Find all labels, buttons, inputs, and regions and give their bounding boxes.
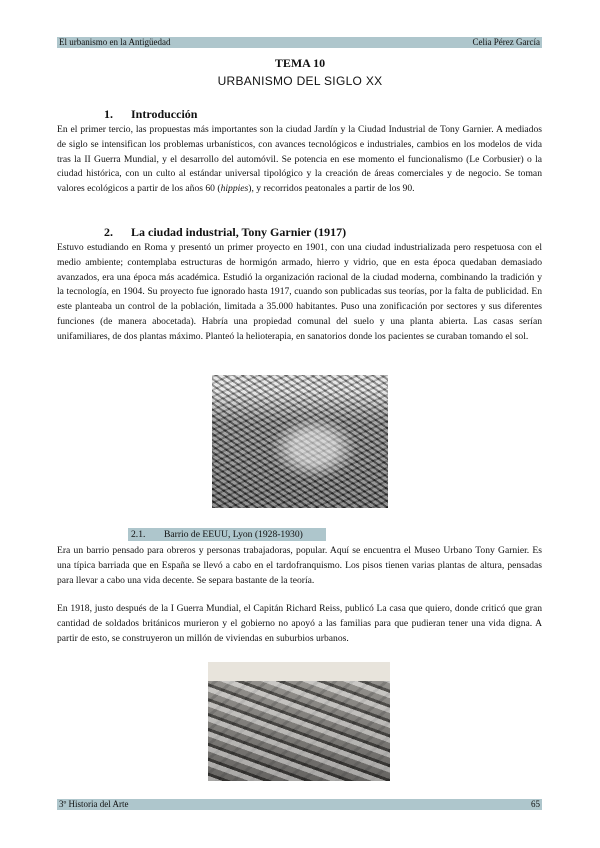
paragraph-eeuu: Era un barrio pensado para obreros y personas trabajadoras, popular. Aquí se encuentra el Museo Urbano Tony Garnier. Es una típica barriada que en España se llevó a cabo en el tardofranquismo. Los pisos tienen varias plantas de altura, pensadas para llevar a cabo una vida decente. Se separa bastante de la teoría.: [57, 545, 542, 586]
aerial-city-photo: [212, 375, 388, 508]
emphasis-hippies: hippies: [220, 183, 249, 195]
section-title: Introducción: [131, 107, 198, 121]
paragraph-intro-text-end: ), y recorridos peatonales a partir de los 90.: [248, 183, 415, 195]
chapter-title: URBANISMO DEL SIGLO XX: [217, 74, 383, 88]
running-footer: [57, 799, 542, 810]
subsection-title: Barrio de EEUU, Lyon (1928-1930): [164, 529, 303, 540]
paragraph-intro: [57, 123, 542, 197]
section-number: 1.: [104, 107, 113, 121]
paragraph-garnier: Estuvo estudiando en Roma y presentó un primer proyecto en 1901, con una ciudad industrializada pero respetuosa con el medio ambiente; contemplaba estructuras de hormigón armado, hierro y vidrio, que en esta época quedaban demasiado avanzados, era una época más académica. Estudió la organización racional de la ciudad moderna, combinando la tradición y la tecnología, en 1904. Su proyecto fue ignorado hasta 1917, cuando son publicadas sus teorías, por la falta de publicidad. En este planteaba un control de la población, limitada a 35.000 habitantes. Puso una zonificación por sectores y sus diferentes funciones (de manera abocetada). Habría una propiedad comunal del suelo y una planta abierta. Las casas serían unifamiliares, de dos plantas máximo. Planteó la helioterapia, en sanatorios donde los pacientes se curaban tomando el sol.: [57, 242, 542, 342]
header-author: Celia Pérez García: [472, 37, 540, 47]
running-header: [57, 37, 542, 48]
section-number: 2.: [104, 225, 113, 239]
paragraph-reiss: En 1918, justo después de la I Guerra Mundial, el Capitán Richard Reiss, publicó La casa que quiero, donde criticó que gran cantidad de soldados británicos murieron y el gobierno no apoyó a las familias para que pudieran tener una vida digna. A partir de esto, se construyeron un millón de viviendas en suburbios urbanos.: [57, 603, 542, 644]
header-course-title: El urbanismo en la Antigüedad: [59, 37, 171, 47]
footer-course: 3º Historia del Arte: [59, 799, 129, 809]
subsection-heading-eeuu: [128, 528, 326, 541]
section-title: La ciudad industrial, Tony Garnier (1917): [131, 225, 347, 239]
subsection-number: 2.1.: [131, 529, 146, 540]
chapter-number: TEMA 10: [274, 56, 326, 70]
housing-blocks-photo: [208, 662, 390, 781]
page-number: 65: [531, 799, 540, 809]
paragraph-intro-text: En el primer tercio, las propuestas más importantes son la ciudad Jardín y la Ciudad Industrial de Tony Garnier. A mediados de siglo se intensifican los problemas urbanísticos, con avances tecnológicos e industriales, cambios en los modelos de vida tras la II Guerra Mundial, y el desarrollo del automóvil. Se potencia en ese momento el funcionalismo (Le Corbusier) o la ciudad histórica, con un culto al estándar universal tipológico y la creación de áreas comerciales y de negocio. Se toman valores ecológicos a partir de los años 60 (: [57, 124, 542, 195]
